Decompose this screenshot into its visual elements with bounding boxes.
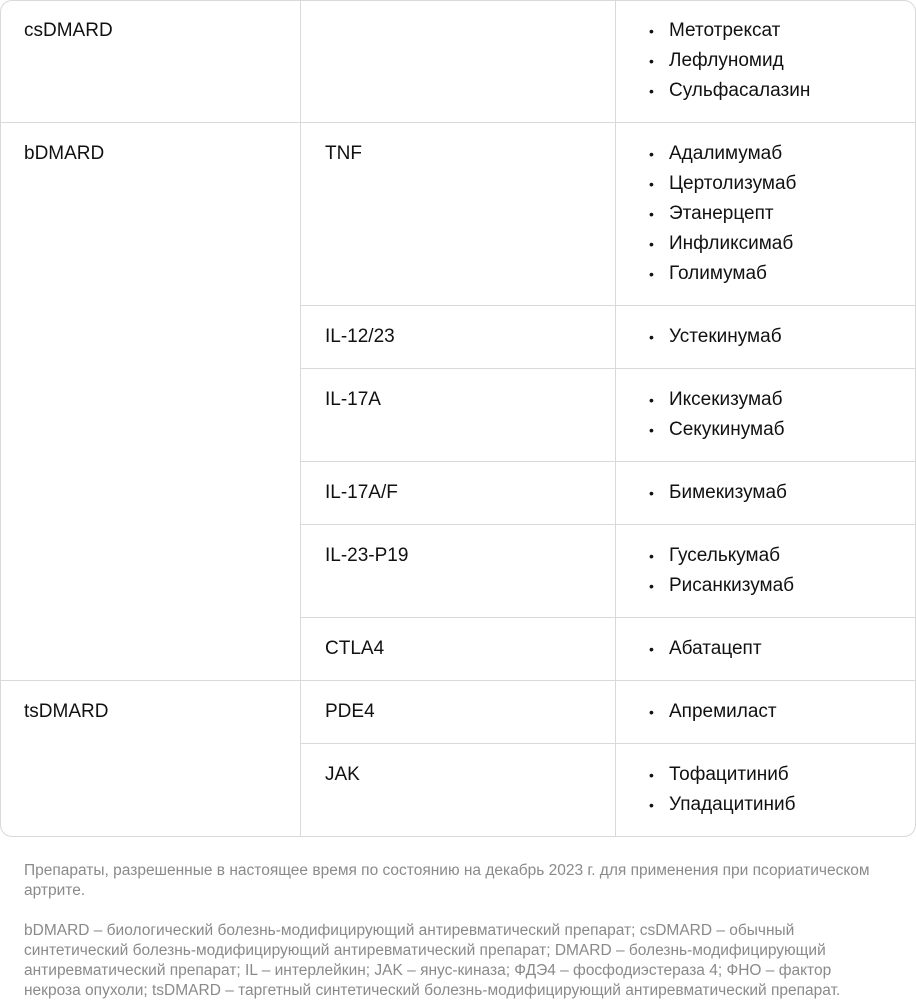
bullet-icon: • — [649, 266, 654, 282]
column-divider — [300, 1, 301, 836]
bullet-icon: • — [649, 53, 654, 69]
target-cell: IL-17A — [325, 389, 381, 410]
list-item: • Адалимумаб — [645, 139, 796, 169]
table-note: Препараты, разрешенные в настоящее время по состоянию на декабрь 2023 г. для применения при псориатическом артрите. — [24, 862, 870, 899]
list-item: • Секукинумаб — [645, 415, 785, 445]
bullet-icon: • — [649, 146, 654, 162]
bullet-icon: • — [649, 83, 654, 99]
bullet-icon: • — [649, 767, 654, 783]
abbreviations-note: bDMARD – биологический болезнь-модифицирующий антиревматический препарат; csDMARD – обычный синтетический болезнь-модифицирующий антиревматический препарат; DMARD – болезнь-модифицирующий антиревматический препарат; IL – интерлейкин; JAK – янус-киназа; ФДЭ4 – фосфодиэстераза 4; ФНО – фактор некроза опухоли; tsDMARD – таргетный синтетический болезнь-модифицирующий антиревматический препарат. — [24, 922, 841, 999]
bullet-icon: • — [649, 641, 654, 657]
list-item: • Апремиласт — [645, 697, 777, 727]
drug-list — [645, 478, 787, 508]
target-cell: IL-17A/F — [325, 482, 398, 503]
column-divider — [615, 1, 616, 836]
row-divider — [300, 368, 915, 369]
target-cell: JAK — [325, 764, 360, 785]
list-item: • Лефлуномид — [645, 46, 810, 76]
target-cell: IL-12/23 — [325, 326, 395, 347]
drug-list — [645, 541, 794, 601]
list-item: • Иксекизумаб — [645, 385, 785, 415]
list-item: • Рисанкизумаб — [645, 571, 794, 601]
bullet-icon: • — [649, 797, 654, 813]
drug-list — [645, 16, 810, 106]
target-cell: IL-23-P19 — [325, 545, 409, 566]
bullet-icon: • — [649, 704, 654, 720]
row-divider — [300, 743, 915, 744]
list-item: • Этанерцепт — [645, 199, 796, 229]
list-item: • Голимумаб — [645, 259, 796, 289]
category-cell: tsDMARD — [24, 701, 109, 722]
list-item: • Тофацитиниб — [645, 760, 796, 790]
bullet-icon: • — [649, 485, 654, 501]
row-divider — [300, 617, 915, 618]
bullet-icon: • — [649, 236, 654, 252]
list-item: • Абатацепт — [645, 634, 762, 664]
drug-list — [645, 322, 782, 352]
bullet-icon: • — [649, 422, 654, 438]
list-item: • Цертолизумаб — [645, 169, 796, 199]
list-item: • Упадацитиниб — [645, 790, 796, 820]
drug-list — [645, 634, 762, 664]
bullet-icon: • — [649, 23, 654, 39]
drug-list — [645, 139, 796, 289]
target-cell: CTLA4 — [325, 638, 385, 659]
list-item: • Устекинумаб — [645, 322, 782, 352]
drug-list — [645, 385, 785, 445]
list-item: • Гуселькумаб — [645, 541, 794, 571]
row-divider — [1, 122, 915, 123]
bullet-icon: • — [649, 578, 654, 594]
row-divider — [300, 461, 915, 462]
drug-list — [645, 697, 777, 727]
category-cell: csDMARD — [24, 20, 113, 41]
list-item: • Метотрексат — [645, 16, 810, 46]
bullet-icon: • — [649, 392, 654, 408]
list-item: • Бимекизумаб — [645, 478, 787, 508]
row-divider — [300, 524, 915, 525]
bullet-icon: • — [649, 206, 654, 222]
target-cell: PDE4 — [325, 701, 375, 722]
category-cell: bDMARD — [24, 143, 105, 164]
bullet-icon: • — [649, 548, 654, 564]
target-cell: TNF — [325, 143, 362, 164]
list-item: • Сульфасалазин — [645, 76, 810, 106]
row-divider — [300, 305, 915, 306]
bullet-icon: • — [649, 329, 654, 345]
bullet-icon: • — [649, 176, 654, 192]
row-divider — [1, 680, 915, 681]
drug-list — [645, 760, 796, 820]
list-item: • Инфликсимаб — [645, 229, 796, 259]
